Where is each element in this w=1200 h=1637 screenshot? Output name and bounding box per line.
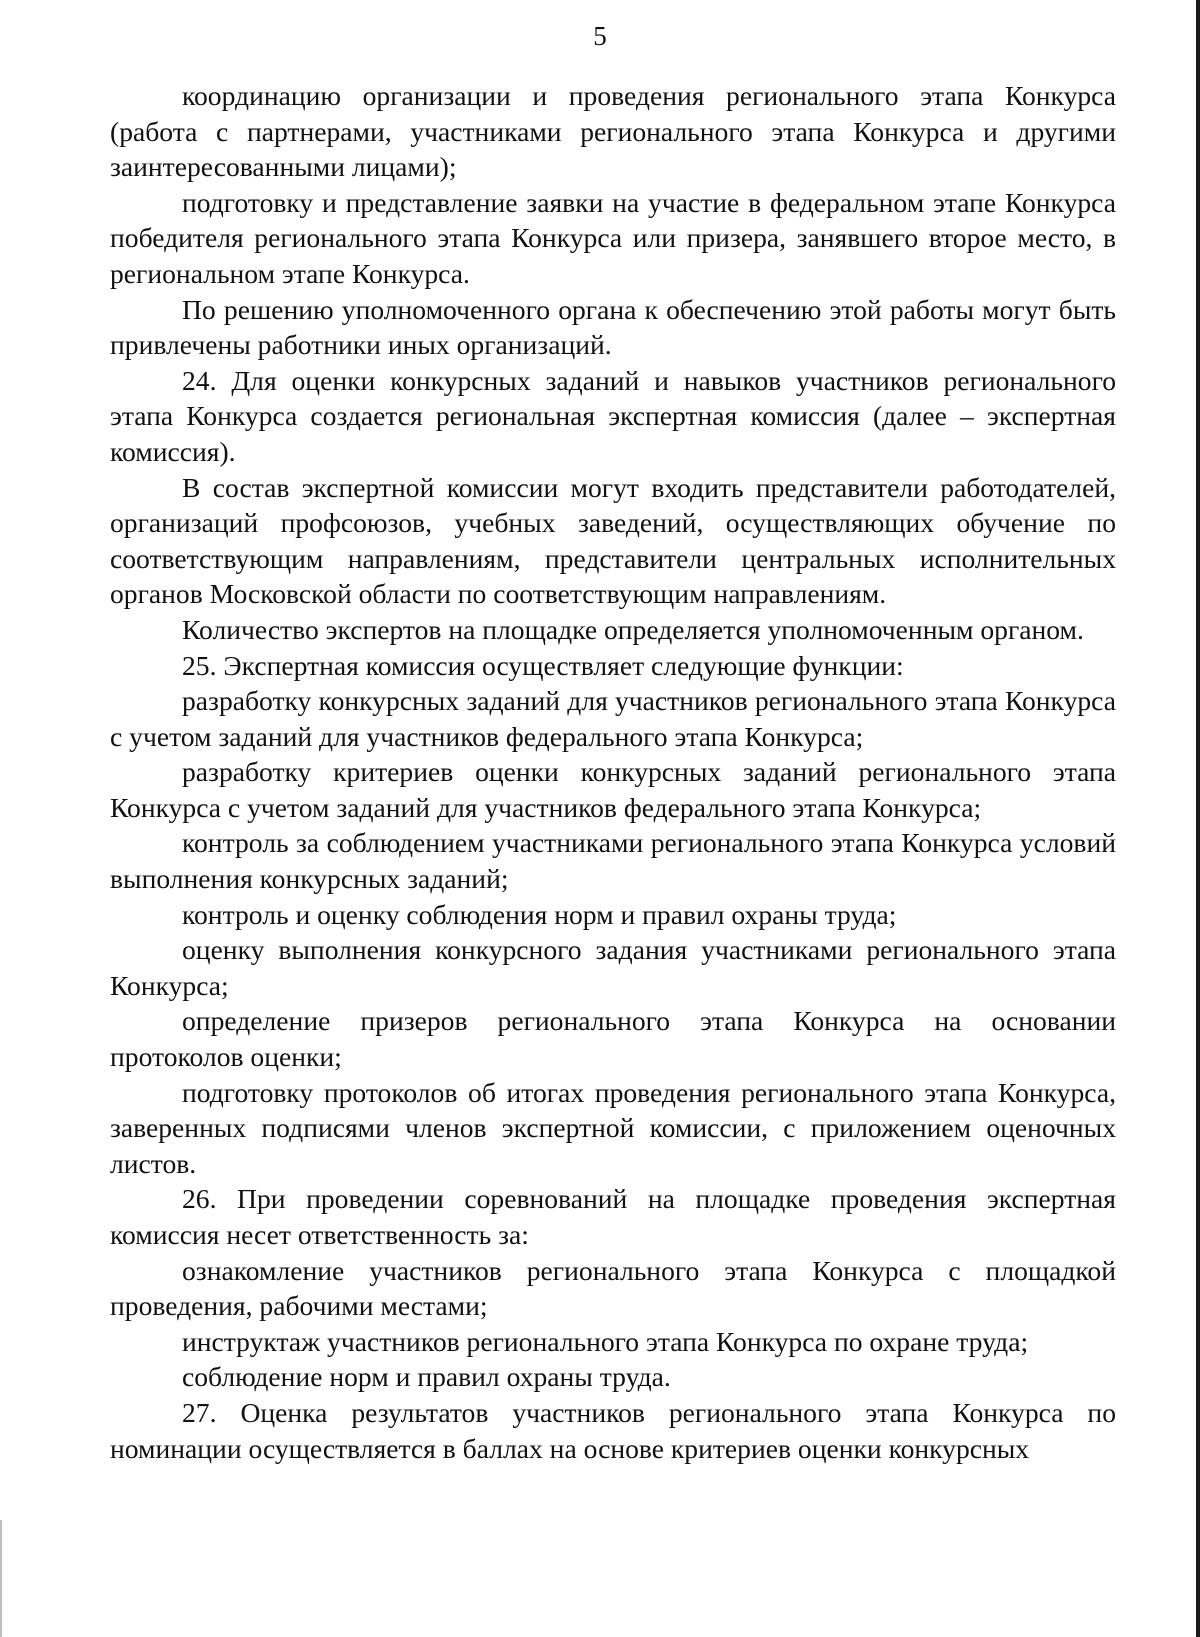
document-body: [110, 78, 1116, 1466]
paragraph: разработку конкурсных заданий для участников регионального этапа Конкурса с учетом заданий для участников федерального этапа Конкурса;: [110, 685, 1116, 752]
paragraph: разработку критериев оценки конкурсных заданий регионального этапа Конкурса с учетом заданий для участников федерального этапа Конкурса;: [110, 756, 1116, 823]
paragraph: подготовку и представление заявки на участие в федеральном этапе Конкурса победителя регионального этапа Конкурса или призера, занявшего второе место, в региональном этапе Конкурса.: [110, 186, 1116, 289]
paragraph: 26. При проведении соревнований на площадке проведения экспертная комиссия несет ответственность за:: [110, 1183, 1116, 1250]
paragraph: контроль и оценку соблюдения норм и правил охраны труда;: [182, 898, 897, 930]
scan-edge-right: [1196, 0, 1200, 1637]
paragraph: подготовку протоколов об итогах проведения регионального этапа Конкурса, заверенных подписями членов экспертной комиссии, с приложением оценочных листов.: [110, 1076, 1116, 1179]
paragraph: контроль за соблюдением участниками регионального этапа Конкурса условий выполнения конкурсных заданий;: [110, 827, 1116, 895]
paragraph: 24. Для оценки конкурсных заданий и навыков участников регионального этапа Конкурса создается региональная экспертная комиссия (далее – экспертная комиссия).: [110, 364, 1116, 467]
paragraph: определение призеров регионального этапа Конкурса на основании протоколов оценки;: [110, 1005, 1116, 1073]
paragraph: Количество экспертов на площадке определяется уполномоченным органом.: [182, 613, 1084, 645]
scan-edge-left: [0, 1520, 2, 1637]
paragraph: В состав экспертной комиссии могут входить представители работодателей, организаций профсоюзов, учебных заведений, осуществляющих обучение по соответствующим направлениям, представители центральных исполнительных органов Московской области по соответствующим направлениям.: [110, 471, 1116, 610]
paragraph: ознакомление участников регионального этапа Конкурса с площадкой проведения, рабочими местами;: [110, 1254, 1116, 1322]
paragraph: координацию организации и проведения регионального этапа Конкурса (работа с партнерами, участниками регионального этапа Конкурса и другими заинтересованными лицами);: [110, 80, 1116, 183]
paragraph: По решению уполномоченного органа к обеспечению этой работы могут быть привлечены работники иных организаций.: [110, 293, 1116, 361]
page-number: 5: [593, 21, 607, 51]
paragraph: 25. Экспертная комиссия осуществляет следующие функции:: [182, 649, 904, 681]
paragraph: соблюдение норм и правил охраны труда.: [182, 1361, 671, 1393]
paragraph: оценку выполнения конкурсного задания участниками регионального этапа Конкурса;: [110, 934, 1116, 1001]
paragraph: 27. Оценка результатов участников регионального этапа Конкурса по номинации осуществляется в баллах на основе критериев оценки конкурсных: [110, 1396, 1116, 1464]
paragraph: инструктаж участников регионального этапа Конкурса по охране труда;: [182, 1325, 1029, 1357]
